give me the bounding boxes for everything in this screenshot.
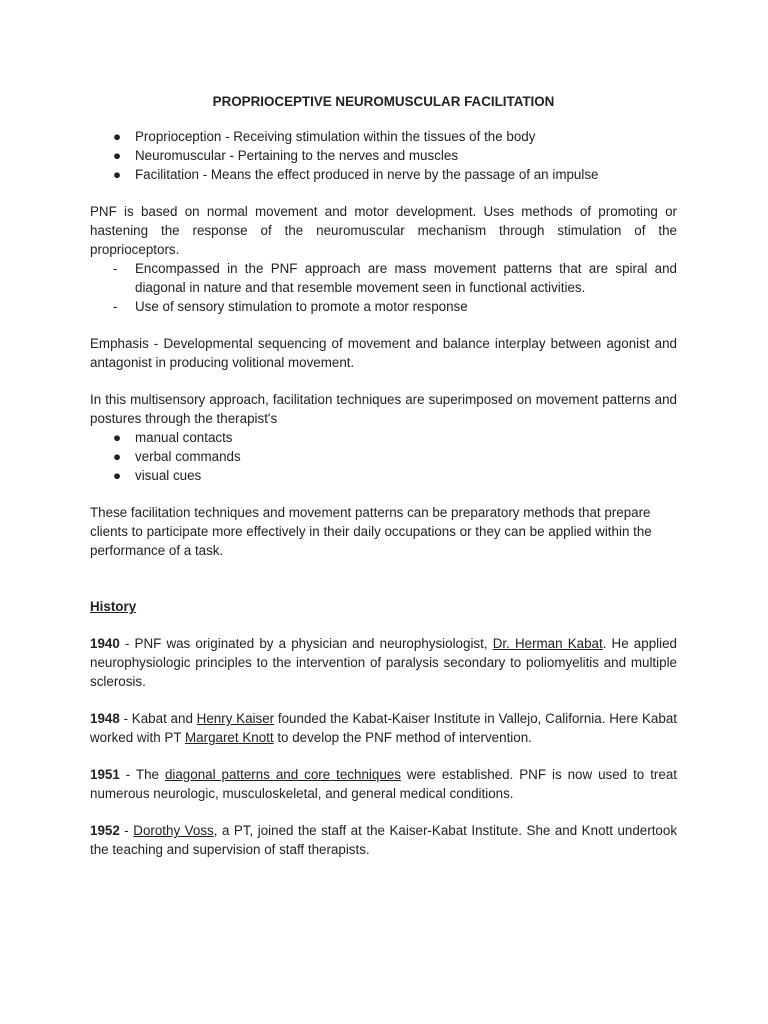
- entry-text: - The: [119, 767, 165, 782]
- dash-marker: -: [113, 261, 118, 276]
- history-entry-1940: [90, 634, 677, 691]
- bullet-icon: ●: [113, 167, 122, 182]
- preparatory-paragraph: These facilitation techniques and movement patterns can be preparatory methods that prepare clients to participate more effectively in their daily occupations or they can be applied within the performance of a task.: [90, 505, 652, 558]
- entry-text: to develop the PNF method of intervention.: [273, 730, 532, 745]
- entry-text: - PNF was originated by a physician and neurophysiologist,: [119, 636, 493, 651]
- pnf-points-list: [90, 259, 677, 316]
- person-link-herman-kabat[interactable]: Dr. Herman Kabat: [492, 636, 603, 651]
- definitions-list: [90, 127, 677, 184]
- definition-proprioception: Proprioception - Receiving stimulation within the tissues of the body: [135, 129, 536, 144]
- link-diagonal-patterns[interactable]: diagonal patterns and core techniques: [164, 767, 401, 782]
- techniques-list: [90, 428, 677, 485]
- bullet-icon: ●: [113, 449, 122, 464]
- pnf-point-text: Use of sensory stimulation to promote a motor response: [135, 299, 468, 314]
- bullet-icon: ●: [113, 468, 122, 483]
- person-link-henry-kaiser[interactable]: Henry Kaiser: [196, 711, 275, 726]
- list-item: [90, 165, 677, 184]
- entry-text: founded the Kabat-Kaiser Institute in Vallejo, California. Here Kabat worked with PT: [90, 711, 677, 745]
- entry-text: -: [119, 823, 134, 838]
- definition-facilitation: Facilitation - Means the effect produced in nerve by the passage of an impulse: [135, 167, 599, 182]
- history-entry-1951: [90, 765, 677, 803]
- list-item: [90, 447, 677, 466]
- entry-text: - Kabat and: [119, 711, 197, 726]
- history-entry-1952: [90, 821, 677, 859]
- bullet-icon: ●: [113, 129, 122, 144]
- year-label: 1951: [90, 767, 120, 782]
- list-item: [90, 466, 677, 485]
- history-entry-1948: [90, 709, 677, 747]
- pnf-intro-paragraph: PNF is based on normal movement and motor development. Uses methods of promoting or hastening the response of the neuromuscular mechanism through stimulation of the proprioceptors.: [90, 204, 677, 257]
- multisensory-paragraph: In this multisensory approach, facilitation techniques are superimposed on movement patterns and postures through the therapist's: [90, 392, 677, 426]
- year-label: 1940: [90, 636, 120, 651]
- page-title: PROPRIOCEPTIVE NEUROMUSCULAR FACILITATION: [212, 94, 555, 109]
- list-item: [90, 127, 677, 146]
- bullet-icon: ●: [113, 148, 122, 163]
- pnf-point-text: Encompassed in the PNF approach are mass movement patterns that are spiral and diagonal in nature and that resemble movement seen in functional activities.: [135, 261, 677, 295]
- technique-text: visual cues: [135, 468, 202, 483]
- entry-text: . He applied neurophysiologic principles to the intervention of paralysis secondary to poliomyelitis and multiple sclerosis.: [90, 636, 677, 689]
- list-item: [90, 259, 677, 297]
- entry-text: were established. PNF is now used to treat numerous neurologic, musculoskeletal, and general medical conditions.: [90, 767, 677, 801]
- year-label: 1948: [90, 711, 120, 726]
- technique-text: manual contacts: [135, 430, 233, 445]
- bullet-icon: ●: [113, 430, 122, 445]
- person-link-margaret-knott[interactable]: Margaret Knott: [185, 730, 274, 745]
- history-heading: History: [90, 599, 137, 614]
- document-body: [90, 92, 677, 859]
- technique-text: verbal commands: [135, 449, 241, 464]
- dash-marker: -: [113, 299, 118, 314]
- list-item: [90, 428, 677, 447]
- list-item: [90, 146, 677, 165]
- emphasis-paragraph: Emphasis - Developmental sequencing of movement and balance interplay between agonist and antagonist in producing volitional movement.: [90, 336, 677, 370]
- year-label: 1952: [90, 823, 120, 838]
- person-link-dorothy-voss[interactable]: Dorothy Voss: [133, 823, 214, 838]
- list-item: [90, 297, 677, 316]
- definition-neuromuscular: Neuromuscular - Pertaining to the nerves and muscles: [135, 148, 459, 163]
- entry-text: , a PT, joined the staff at the Kaiser-Kabat Institute. She and Knott undertook the teaching and supervision of staff therapists.: [90, 823, 678, 857]
